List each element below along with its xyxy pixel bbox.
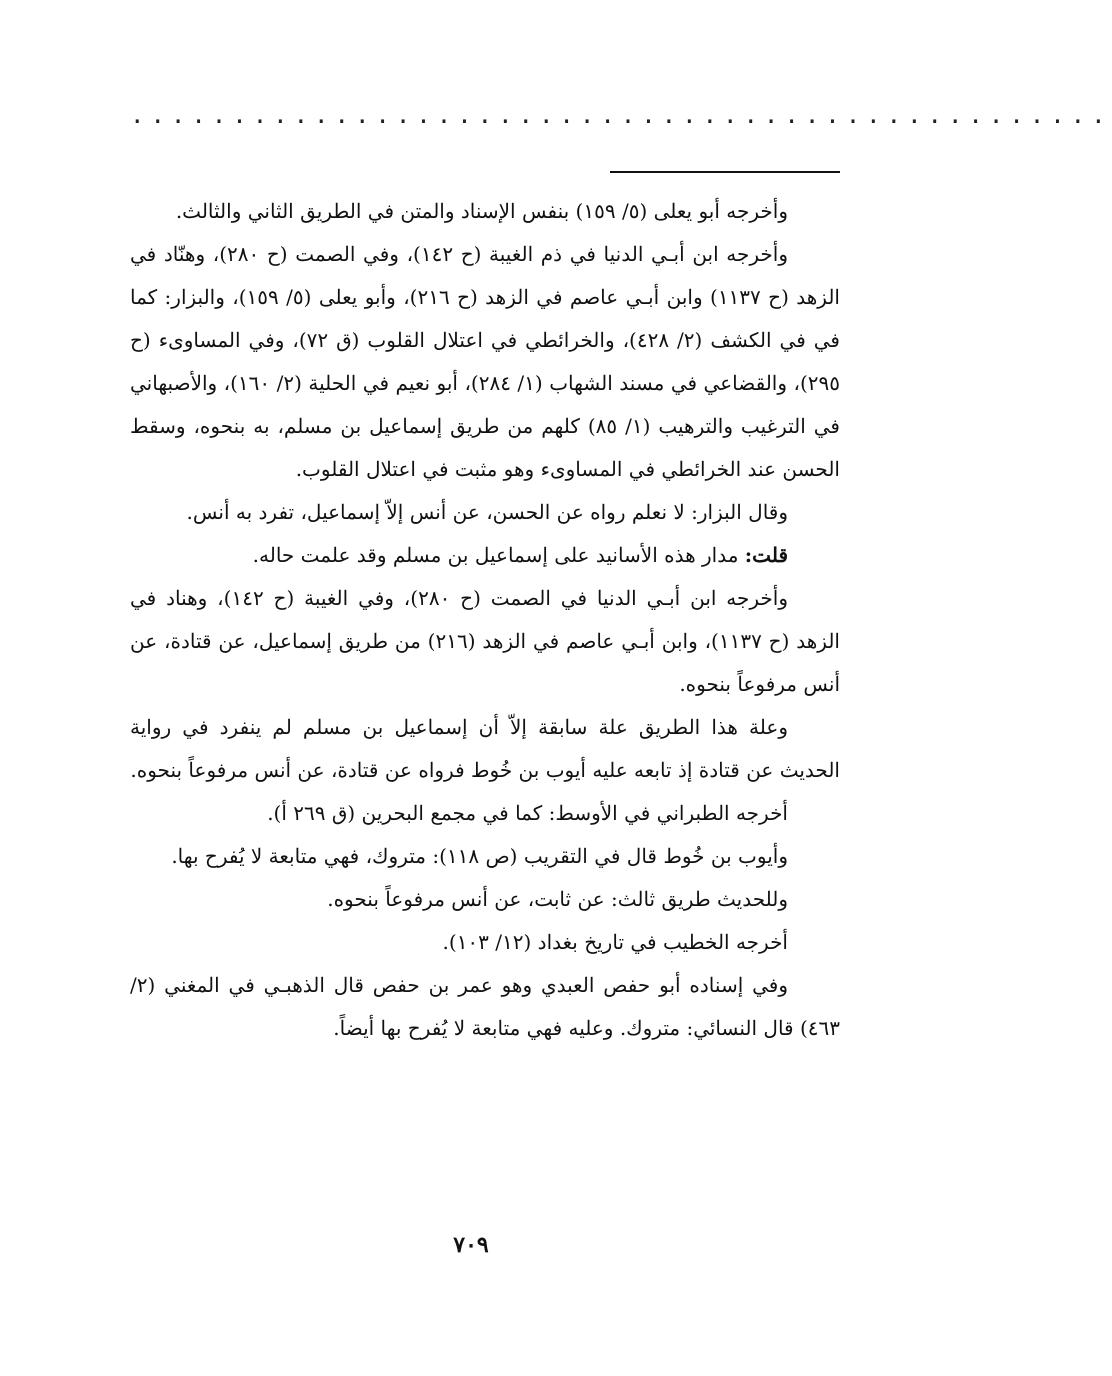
paragraph: وأيوب بن خُوط قال في التقريب (ص ١١٨): متروك، فهي متابعة لا يُفرح بها.	[171, 844, 788, 868]
footnote-body	[130, 190, 840, 1050]
paragraph: وأخرجه ابن أبـي الدنيا في الصمت (ح ٢٨٠)، وفي الغيبة (ح ١٤٢)، وهناد في الزهد (ح ١١٣٧)، وابن أبـي عاصم في الزهد (٢١٦) من طريق إسماعيل، عن قتادة، عن أنس مرفوعاً بنحوه.	[130, 586, 840, 696]
paragraph: وأخرجه ابن أبـي الدنيا في ذم الغيبة (ح ١٤٢)، وفي الصمت (ح ٢٨٠)، وهنّاد في الزهد (ح ١١٣٧) وابن أبـي عاصم في الزهد (ح ٢١٦)، وأبو يعلى (٥/ ١٥٩)، والبزار: كما في في الكشف (٢/ ٤٢٨)، والخرائطي في اعتلال القلوب (ق ٧٢)، وفي المساوىء (ح ٢٩٥)، والقضاعي في مسند الشهاب (١/ ٢٨٤)، أبو نعيم في الحلية (٢/ ١٦٠)، والأصبهاني في الترغيب والترهيب (١/ ٨٥) كلهم من طريق إسماعيل بن مسلم، به بنحوه، وسقط الحسن عند الخرائطي في المساوىء وهو مثبت في اعتلال القلوب.	[130, 242, 840, 481]
paragraph: أخرجه الطبراني في الأوسط: كما في مجمع البحرين (ق ٢٦٩ أ).	[267, 801, 788, 825]
paragraph: وفي إسناده أبو حفص العبدي وهو عمر بن حفص قال الذهبـي في المغني (٢/ ٤٦٣) قال النسائي: متروك. وعليه فهي متابعة لا يُفرح بها أيضاً.	[130, 973, 840, 1040]
paragraph	[130, 534, 840, 577]
paragraph: وعلة هذا الطريق علة سابقة إلاّ أن إسماعيل بن مسلم لم ينفرد في رواية الحديث عن قتادة إذ تابعه عليه أيوب بن خُوط فرواه عن قتادة، عن أنس مرفوعاً بنحوه.	[130, 715, 840, 782]
footnote-rule	[610, 171, 840, 173]
page-number: ٧٠٩	[453, 1232, 489, 1258]
dotted-separator: ................................................	[130, 101, 1112, 129]
paragraph-text: مدار هذه الأسانيد على إسماعيل بن مسلم وقد علمت حاله.	[252, 543, 745, 567]
paragraph: وأخرجه أبو يعلى (٥/ ١٥٩) بنفس الإسناد والمتن في الطريق الثاني والثالث.	[175, 199, 788, 223]
paragraph: وقال البزار: لا نعلم رواه عن الحسن، عن أنس إلاّ إسماعيل، تفرد به أنس.	[186, 500, 788, 524]
paragraph: وللحديث طريق ثالث: عن ثابت، عن أنس مرفوعاً بنحوه.	[327, 887, 788, 911]
qult-label: قلت:	[744, 543, 788, 567]
paragraph: أخرجه الخطيب في تاريخ بغداد (١٢/ ١٠٣).	[442, 930, 788, 954]
